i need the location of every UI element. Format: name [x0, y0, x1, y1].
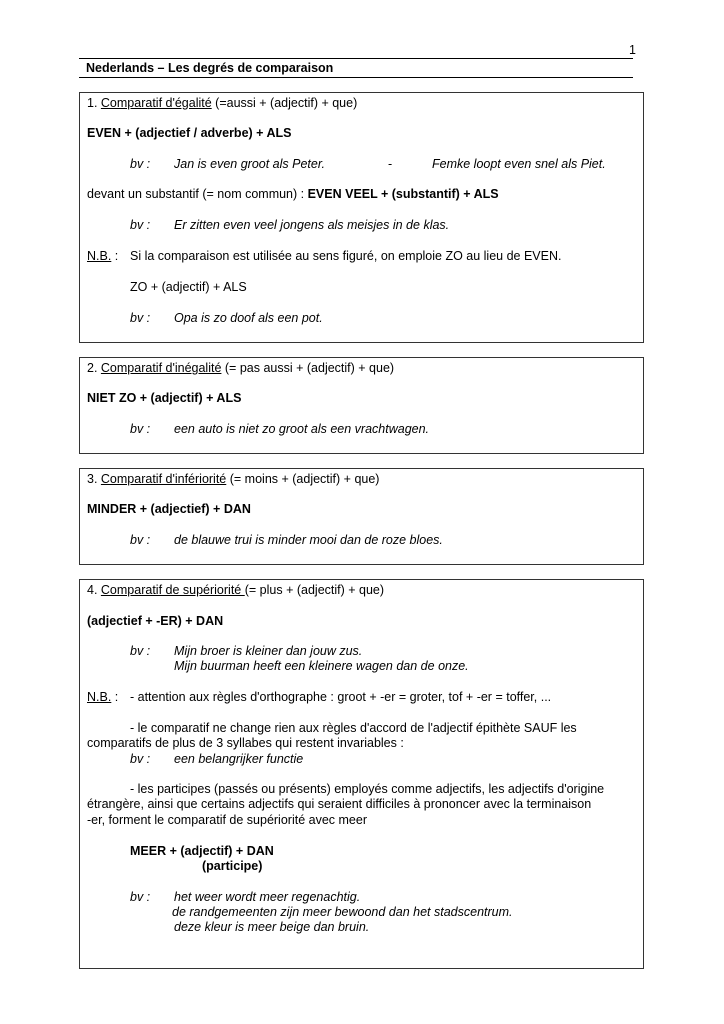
text-line: devant un substantif (= nom commun) : EVEN VEEL + (substantif) + ALS — [87, 187, 499, 201]
note-text: - attention aux règles d'orthographe : groot + -er = groter, tof + -er = toffer, ... — [130, 690, 552, 704]
example-label: bv : — [130, 157, 151, 171]
section-inferiorite — [79, 468, 644, 565]
example-label: bv : — [130, 311, 151, 325]
note-text: -er, forment le comparatif de supériorité avec meer — [87, 813, 367, 827]
example-label: bv : — [130, 644, 151, 658]
rule: NIET ZO + (adjectif) + ALS — [87, 391, 242, 405]
example: Mijn broer is kleiner dan jouw zus. — [174, 644, 363, 658]
note-text: - les participes (passés ou présents) employés comme adjectifs, les adjectifs d'origine — [130, 782, 605, 796]
example: een auto is niet zo groot als een vrachtwagen. — [174, 422, 430, 436]
example: de randgemeenten zijn meer bewoond dan het stadscentrum. — [172, 905, 513, 919]
example: Femke loopt even snel als Piet. — [432, 157, 606, 171]
example-label: bv : — [130, 218, 151, 232]
rule: ZO + (adjectif) + ALS — [130, 280, 247, 294]
section-title: 2. Comparatif d'inégalité (= pas aussi + (adjectif) + que) — [87, 361, 395, 375]
section-title: 4. Comparatif de supériorité (= plus + (adjectif) + que) — [87, 583, 385, 597]
note-text: - le comparatif ne change rien aux règles d'accord de l'adjectif épithète SAUF les — [130, 721, 577, 735]
section-inegalite — [79, 357, 644, 454]
section-egalite — [79, 92, 644, 343]
rule: EVEN + (adjectief / adverbe) + ALS — [87, 126, 292, 140]
example: deze kleur is meer beige dan bruin. — [174, 920, 370, 934]
rule: MINDER + (adjectief) + DAN — [87, 502, 251, 516]
note-text: étrangère, ainsi que certains adjectifs qui seraient difficiles à prononcer avec la terminaison — [87, 797, 592, 811]
example: Jan is even groot als Peter. — [174, 157, 326, 171]
note-label: N.B. : — [87, 690, 119, 704]
note-text: Si la comparaison est utilisée au sens figuré, on emploie ZO au lieu de EVEN. — [130, 249, 562, 263]
rule-sub: (participe) — [202, 859, 263, 873]
example-label: bv : — [130, 890, 151, 904]
section-title: 1. Comparatif d'égalité (=aussi + (adjectif) + que) — [87, 96, 358, 110]
example-label: bv : — [130, 422, 151, 436]
note-text: comparatifs de plus de 3 syllabes qui restent invariables : — [87, 736, 404, 750]
example: Mijn buurman heeft een kleinere wagen dan de onze. — [174, 659, 469, 673]
page-number: 1 — [629, 43, 636, 57]
separator: - — [388, 157, 393, 171]
example: een belangrijker functie — [174, 752, 304, 766]
example: de blauwe trui is minder mooi dan de roze bloes. — [174, 533, 443, 547]
page-header — [79, 58, 633, 78]
example: Er zitten even veel jongens als meisjes in de klas. — [174, 218, 450, 232]
example-label: bv : — [130, 533, 151, 547]
example: Opa is zo doof als een pot. — [174, 311, 323, 325]
section-superiorite — [79, 579, 644, 969]
page-title: Nederlands – Les degrés de comparaison — [86, 61, 334, 75]
section-title: 3. Comparatif d'infériorité (= moins + (adjectif) + que) — [87, 472, 380, 486]
rule: (adjectief + -ER) + DAN — [87, 614, 224, 628]
example-label: bv : — [130, 752, 151, 766]
example: het weer wordt meer regenachtig. — [174, 890, 361, 904]
note-label: N.B. : — [87, 249, 119, 263]
rule: MEER + (adjectif) + DAN — [130, 844, 274, 858]
